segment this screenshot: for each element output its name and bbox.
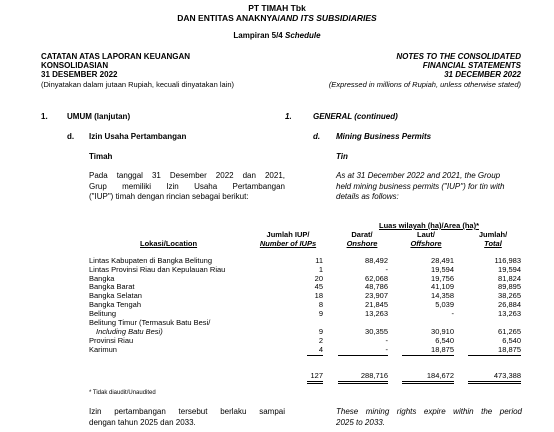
rule-onshore-sub — [338, 355, 388, 356]
footnote: * Tidak diaudit/Unaudited — [89, 390, 156, 396]
col-header-location-text: Lokasi/Location — [140, 239, 198, 248]
cell-offshore: 5,039 — [435, 300, 454, 309]
cell-onshore: 30,355 — [365, 327, 388, 336]
cell-count: 45 — [314, 282, 323, 291]
cell-offshore: 19,594 — [431, 265, 454, 274]
cell-offshore: 6,540 — [435, 336, 454, 345]
cell-total: 18,875 — [498, 345, 521, 354]
col-header-offshore-line1: Laut/ — [417, 230, 435, 239]
closing-left-line: Izin pertambangan tersebut berlaku sampai — [89, 407, 285, 416]
intro-right-line: held mining business permits ("IUP") for tin with — [336, 181, 505, 191]
section-title-left: UMUM (lanjutan) — [67, 112, 131, 121]
cell-location: Lintas Kabupaten di Bangka Belitung — [89, 256, 213, 265]
intro-right-line: As at 31 December 2022 and 2021, the Group — [336, 171, 501, 180]
section-number-right: 1. — [285, 112, 292, 121]
intro-left-line: Pada tanggal 31 Desember 2022 dan 2021, — [89, 171, 285, 180]
total-onshore: 288,716 — [360, 371, 388, 380]
cell-location: Karimun — [89, 345, 117, 354]
schedule-label — [0, 31, 554, 40]
cell-count: 4 — [318, 345, 323, 354]
subsection-title-right: Mining Business Permits — [336, 132, 432, 141]
right-title-line1: NOTES TO THE CONSOLIDATED — [396, 52, 521, 61]
subsection-letter-left: d. — [67, 132, 75, 141]
rule-offshore-total-2 — [402, 383, 454, 384]
cell-onshore: 23,907 — [365, 291, 388, 300]
cell-onshore: 21,845 — [365, 300, 388, 309]
closing-left — [89, 407, 285, 428]
col-header-onshore-line1: Darat/ — [351, 230, 373, 239]
col-header-total-line2: Total — [484, 239, 502, 248]
col-header-offshore — [397, 230, 455, 248]
left-title-line2: KONSOLIDASIAN — [41, 61, 109, 70]
cell-total: 13,263 — [498, 309, 521, 318]
rule-total-total — [468, 381, 521, 382]
rule-onshore-total — [338, 381, 388, 382]
subsidiaries-id: DAN ENTITAS ANAKNYA/ — [177, 13, 280, 23]
cell-onshore: 48,786 — [365, 282, 388, 291]
col-header-count-line2: Number of IUPs — [259, 239, 317, 248]
col-header-count-line1: Jumlah IUP/ — [266, 230, 310, 239]
cell-offshore: - — [451, 309, 454, 318]
cell-offshore: 28,491 — [431, 256, 454, 265]
col-header-offshore-line2: Offshore — [410, 239, 442, 248]
cell-offshore: 14,358 — [431, 291, 454, 300]
table-total-row — [0, 371, 554, 381]
cell-location: Bangka Barat — [89, 282, 135, 291]
cell-onshore: - — [385, 336, 388, 345]
col-header-onshore — [336, 230, 388, 248]
cell-total: 38,265 — [498, 291, 521, 300]
intro-right-line: details as follows: — [336, 192, 399, 201]
rule-count-total — [307, 381, 323, 382]
company-name: PT TIMAH Tbk — [248, 3, 306, 13]
total-offshore: 184,672 — [426, 371, 454, 380]
cell-total: 19,594 — [498, 265, 521, 274]
schedule-id: Lampiran 5/4 — [233, 31, 283, 40]
intro-left-line: ("IUP") timah dengan rincian sebagai berikut: — [89, 192, 249, 201]
cell-total: 81,824 — [498, 274, 521, 283]
cell-offshore: 30,910 — [431, 327, 454, 336]
right-title-note: (Expressed in millions of Rupiah, unless otherwise stated) — [328, 80, 521, 89]
cell-onshore: - — [385, 345, 388, 354]
right-title-date: 31 DECEMBER 2022 — [444, 70, 521, 79]
table-group-header: Luas wilayah (ha)/Area (ha)* — [378, 221, 480, 230]
intro-left — [89, 171, 285, 203]
intro-right — [336, 171, 522, 203]
cell-count: 18 — [314, 291, 323, 300]
cell-location: Belitung — [89, 309, 117, 318]
rule-offshore-sub — [402, 355, 454, 356]
cell-offshore: 19,756 — [431, 274, 454, 283]
left-title-note: (Dinyatakan dalam jutaan Rupiah, kecuali dinyatakan lain) — [41, 80, 235, 89]
total-total: 473,388 — [493, 371, 521, 380]
company-subsidiaries — [0, 13, 554, 23]
left-title-date: 31 DESEMBER 2022 — [41, 70, 118, 79]
cell-location: Bangka Selatan — [89, 291, 142, 300]
cell-offshore: 41,109 — [431, 282, 454, 291]
cell-onshore: 88,492 — [365, 256, 388, 265]
section-title-right: GENERAL (continued) — [313, 112, 398, 121]
col-header-total-line1: Jumlah/ — [478, 230, 508, 239]
col-header-location — [140, 239, 197, 248]
cell-count: 9 — [318, 327, 323, 336]
cell-count: 9 — [318, 309, 323, 318]
cell-offshore: 18,875 — [431, 345, 454, 354]
table-row — [0, 345, 554, 355]
section-number-left: 1. — [41, 112, 48, 121]
total-count: 127 — [310, 371, 323, 380]
subsidiaries-en: AND ITS SUBSIDIARIES — [279, 13, 377, 23]
cell-total: 116,983 — [494, 256, 521, 265]
closing-right-line: These mining rights expire within the period — [336, 407, 522, 416]
cell-location: Belitung Timur (Termasuk Batu Besi/ — [89, 318, 211, 327]
cell-count: 20 — [314, 274, 323, 283]
rule-total-sub — [468, 355, 521, 356]
col-header-count — [254, 230, 322, 248]
col-header-total — [464, 230, 522, 248]
rule-count-sub — [307, 355, 323, 356]
subsection-letter-right: d. — [313, 132, 321, 141]
cell-location: Lintas Provinsi Riau dan Kepulauan Riau — [89, 265, 226, 274]
cell-location: Including Batu Besi) — [96, 327, 163, 336]
cell-total: 26,884 — [498, 300, 521, 309]
closing-left-line: dengan tahun 2025 dan 2033. — [89, 417, 196, 427]
rule-onshore-total-2 — [338, 383, 388, 384]
schedule-en: Schedule — [285, 31, 321, 40]
subsection-title-left: Izin Usaha Pertambangan — [89, 132, 187, 141]
cell-total: 6,540 — [502, 336, 521, 345]
cell-onshore: 13,263 — [365, 309, 388, 318]
cell-total: 61,265 — [498, 327, 521, 336]
closing-right — [336, 407, 522, 428]
cell-location: Bangka — [89, 274, 115, 283]
cell-location: Bangka Tengah — [89, 300, 141, 309]
rule-offshore-total — [402, 381, 454, 382]
col-header-onshore-line2: Onshore — [346, 239, 378, 248]
heading-tin-right: Tin — [336, 152, 348, 161]
cell-count: 1 — [318, 265, 323, 274]
rule-total-total-2 — [468, 383, 521, 384]
closing-right-line: 2025 to 2033. — [336, 417, 385, 427]
cell-onshore: - — [385, 265, 388, 274]
cell-count: 8 — [318, 300, 323, 309]
heading-tin-left: Timah — [89, 152, 113, 161]
cell-count: 2 — [318, 336, 323, 345]
cell-total: 89,895 — [498, 282, 521, 291]
cell-count: 11 — [315, 256, 323, 265]
intro-left-line: Grup memiliki Izin Usaha Pertambangan — [89, 181, 285, 191]
rule-count-total-2 — [307, 383, 323, 384]
left-title-line1: CATATAN ATAS LAPORAN KEUANGAN — [41, 52, 191, 61]
cell-location: Provinsi Riau — [89, 336, 134, 345]
right-title-line2: FINANCIAL STATEMENTS — [422, 61, 521, 70]
cell-onshore: 62,068 — [365, 274, 388, 283]
